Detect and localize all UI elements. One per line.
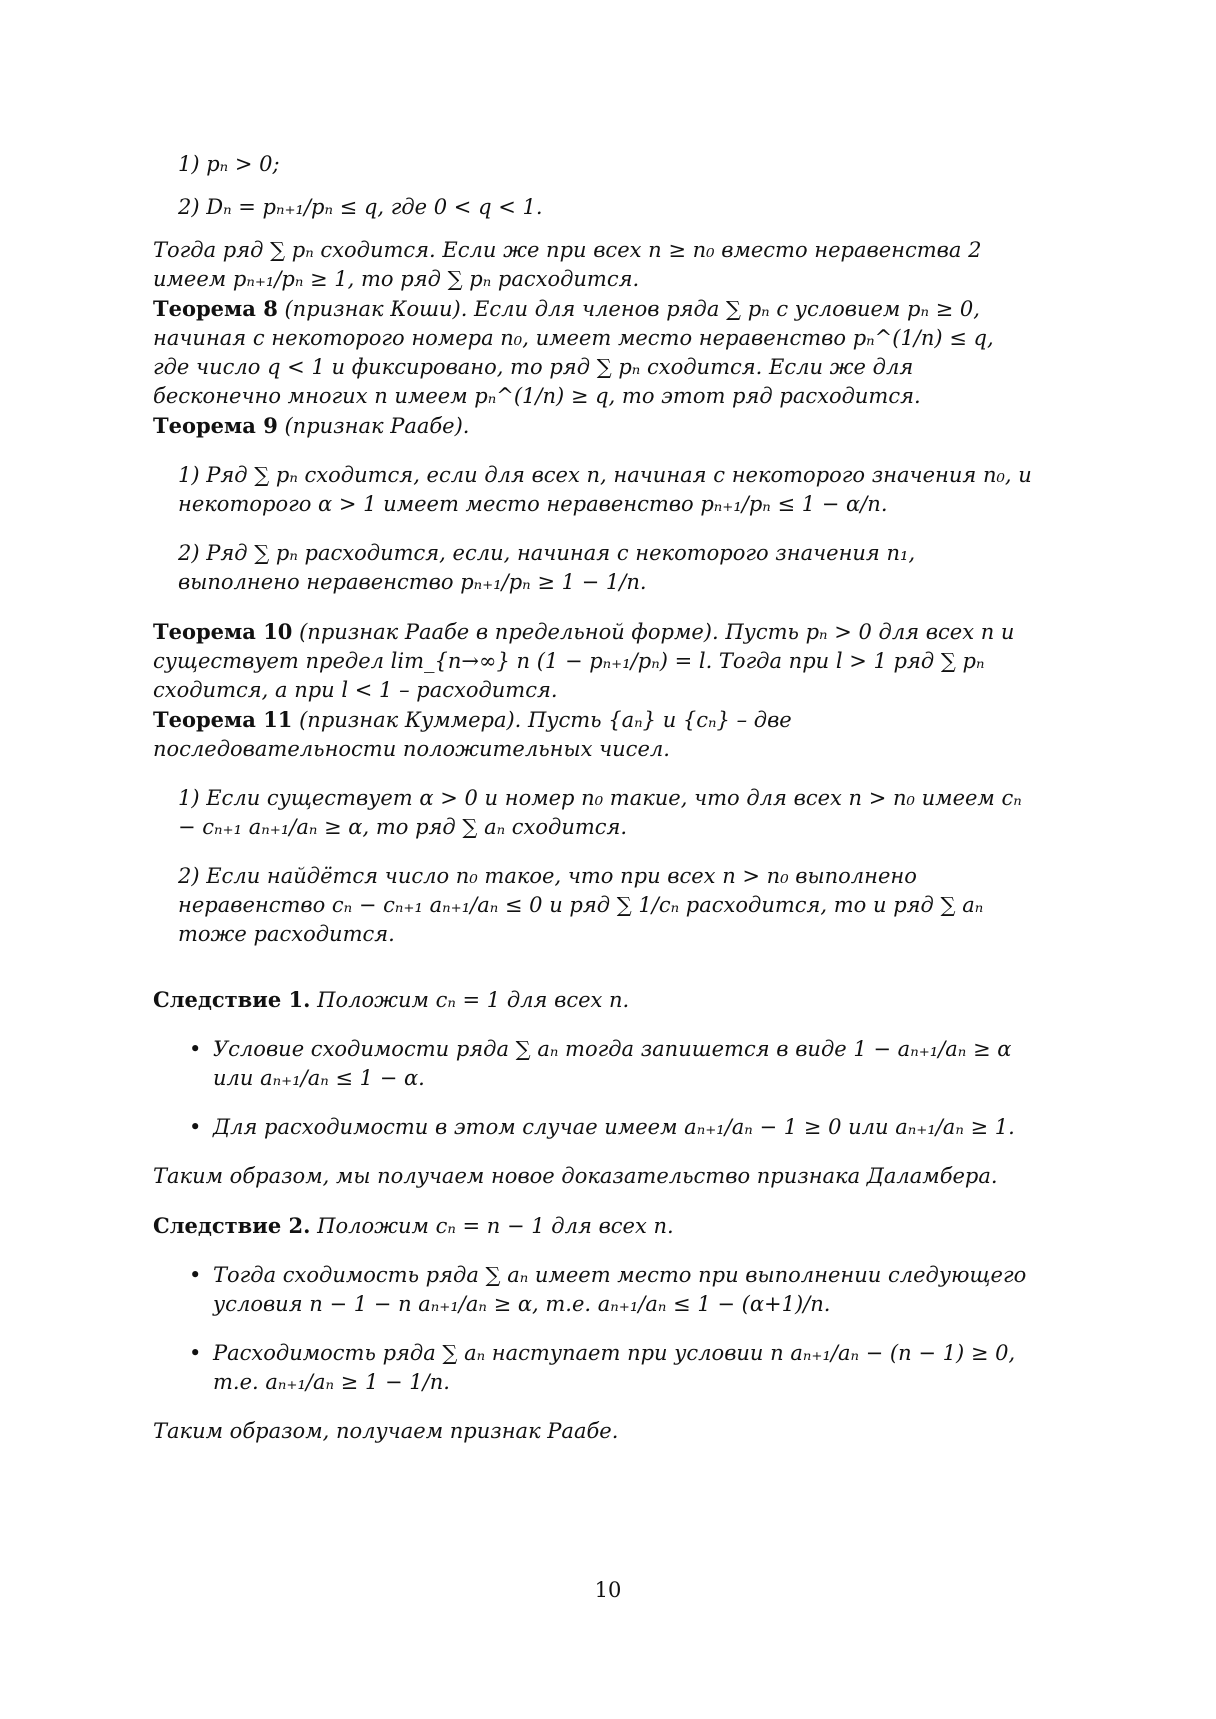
- corollary-2-bullet-2-text: Расходимость ряда ∑ aₙ наступает при условии n aₙ₊₁/aₙ − (n − 1) ≥ 0, т.е. aₙ₊₁/aₙ ≥ 1 − 1/n.: [213, 1341, 1016, 1394]
- corollary-2-conclusion: Таким образом, получаем признак Раабе.: [153, 1419, 619, 1443]
- theorem-10-heading: Теорема 10: [153, 619, 293, 644]
- theorem-8: [153, 294, 1033, 411]
- theorem-11: [153, 705, 1033, 764]
- theorem-10: [153, 617, 1033, 705]
- corollary-2: [153, 1211, 1033, 1241]
- corollary-2-bullet-2: [153, 1339, 1033, 1397]
- theorem-11-text: (признак Куммера). Пусть {aₙ} и {cₙ} – две последовательности положительных чисел.: [153, 708, 792, 761]
- corollary-2-heading: Следствие 2.: [153, 1213, 311, 1238]
- corollary-1-bullet-2-text: Для расходимости в этом случае имеем aₙ₊₁/aₙ − 1 ≥ 0 или aₙ₊₁/aₙ ≥ 1.: [213, 1115, 1015, 1139]
- theorem-11-item-2: 2) Если найдётся число n₀ такое, что при всех n > n₀ выполнено неравенство cₙ − cₙ₊₁ aₙ₊₁/aₙ ≤ 0 и ряд ∑ 1/cₙ расходится, то и ряд ∑ aₙ тоже расходится.: [178, 864, 984, 946]
- corollary-1-conclusion: Таким образом, мы получаем новое доказательство признака Даламбера.: [153, 1164, 998, 1188]
- theorem-8-text: (признак Коши). Если для членов ряда ∑ pₙ с условием pₙ ≥ 0, начиная с некоторого номера n₀, имеет место неравенство pₙ^(1/n) ≤ q, где число q < 1 и фиксировано, то ряд ∑ pₙ сходится. Если же для бесконечно многих n имеем pₙ^(1/n) ≥ q, то этот ряд расходится.: [153, 297, 994, 408]
- corollary-2-text: Положим cₙ = n − 1 для всех n.: [310, 1214, 674, 1238]
- condition-2: 2) Dₙ = pₙ₊₁/pₙ ≤ q, где 0 < q < 1.: [178, 195, 543, 219]
- corollary-2-bullet-1: [153, 1261, 1033, 1319]
- dalembert-conclusion: Тогда ряд ∑ pₙ сходится. Если же при всех n ≥ n₀ вместо неравенства 2 имеем pₙ₊₁/pₙ ≥ 1, то ряд ∑ pₙ расходится.: [153, 238, 982, 291]
- theorem-9-heading: Теорема 9: [153, 413, 278, 438]
- theorem-11-item-1: 1) Если существует α > 0 и номер n₀ такие, что для всех n > n₀ имеем cₙ − cₙ₊₁ aₙ₊₁/aₙ ≥ α, то ряд ∑ aₙ сходится.: [178, 786, 1022, 839]
- theorem-9-text: (признак Раабе).: [277, 414, 470, 438]
- bullet-icon: •: [189, 1263, 202, 1287]
- bullet-icon: •: [189, 1037, 202, 1061]
- corollary-2-bullet-1-text: Тогда сходимость ряда ∑ aₙ имеет место при выполнении следующего условия n − 1 − n aₙ₊₁/aₙ ≥ α, т.е. aₙ₊₁/aₙ ≤ 1 − (α+1)/n.: [213, 1263, 1027, 1316]
- theorem-9: [153, 411, 1033, 441]
- corollary-1: [153, 985, 1033, 1015]
- condition-1: 1) pₙ > 0;: [178, 152, 280, 176]
- theorem-9-item-1: 1) Ряд ∑ pₙ сходится, если для всех n, начиная с некоторого значения n₀, и некоторого α > 1 имеет место неравенство pₙ₊₁/pₙ ≤ 1 − α/n.: [178, 463, 1032, 516]
- document-body: [153, 150, 1033, 1446]
- bullet-icon: •: [189, 1341, 202, 1365]
- bullet-icon: •: [189, 1115, 202, 1139]
- page-number: 10: [594, 1578, 622, 1602]
- theorem-8-heading: Теорема 8: [153, 296, 278, 321]
- corollary-1-bullet-1: [153, 1035, 1033, 1093]
- corollary-1-heading: Следствие 1.: [153, 987, 311, 1012]
- theorem-9-item-2: 2) Ряд ∑ pₙ расходится, если, начиная с некоторого значения n₁, выполнено неравенство pₙ₊₁/pₙ ≥ 1 − 1/n.: [178, 541, 916, 594]
- corollary-1-bullet-2: [153, 1113, 1033, 1142]
- corollary-1-text: Положим cₙ = 1 для всех n.: [310, 988, 630, 1012]
- corollary-1-bullet-1-text: Условие сходимости ряда ∑ aₙ тогда запишется в виде 1 − aₙ₊₁/aₙ ≥ α или aₙ₊₁/aₙ ≤ 1 − α.: [213, 1037, 1012, 1090]
- theorem-11-heading: Теорема 11: [153, 707, 293, 732]
- theorem-10-text: (признак Раабе в предельной форме). Пусть pₙ > 0 для всех n и существует предел lim_{n→∞} n (1 − pₙ₊₁/pₙ) = l. Тогда при l > 1 ряд ∑ pₙ сходится, а при l < 1 – расходится.: [153, 620, 1015, 702]
